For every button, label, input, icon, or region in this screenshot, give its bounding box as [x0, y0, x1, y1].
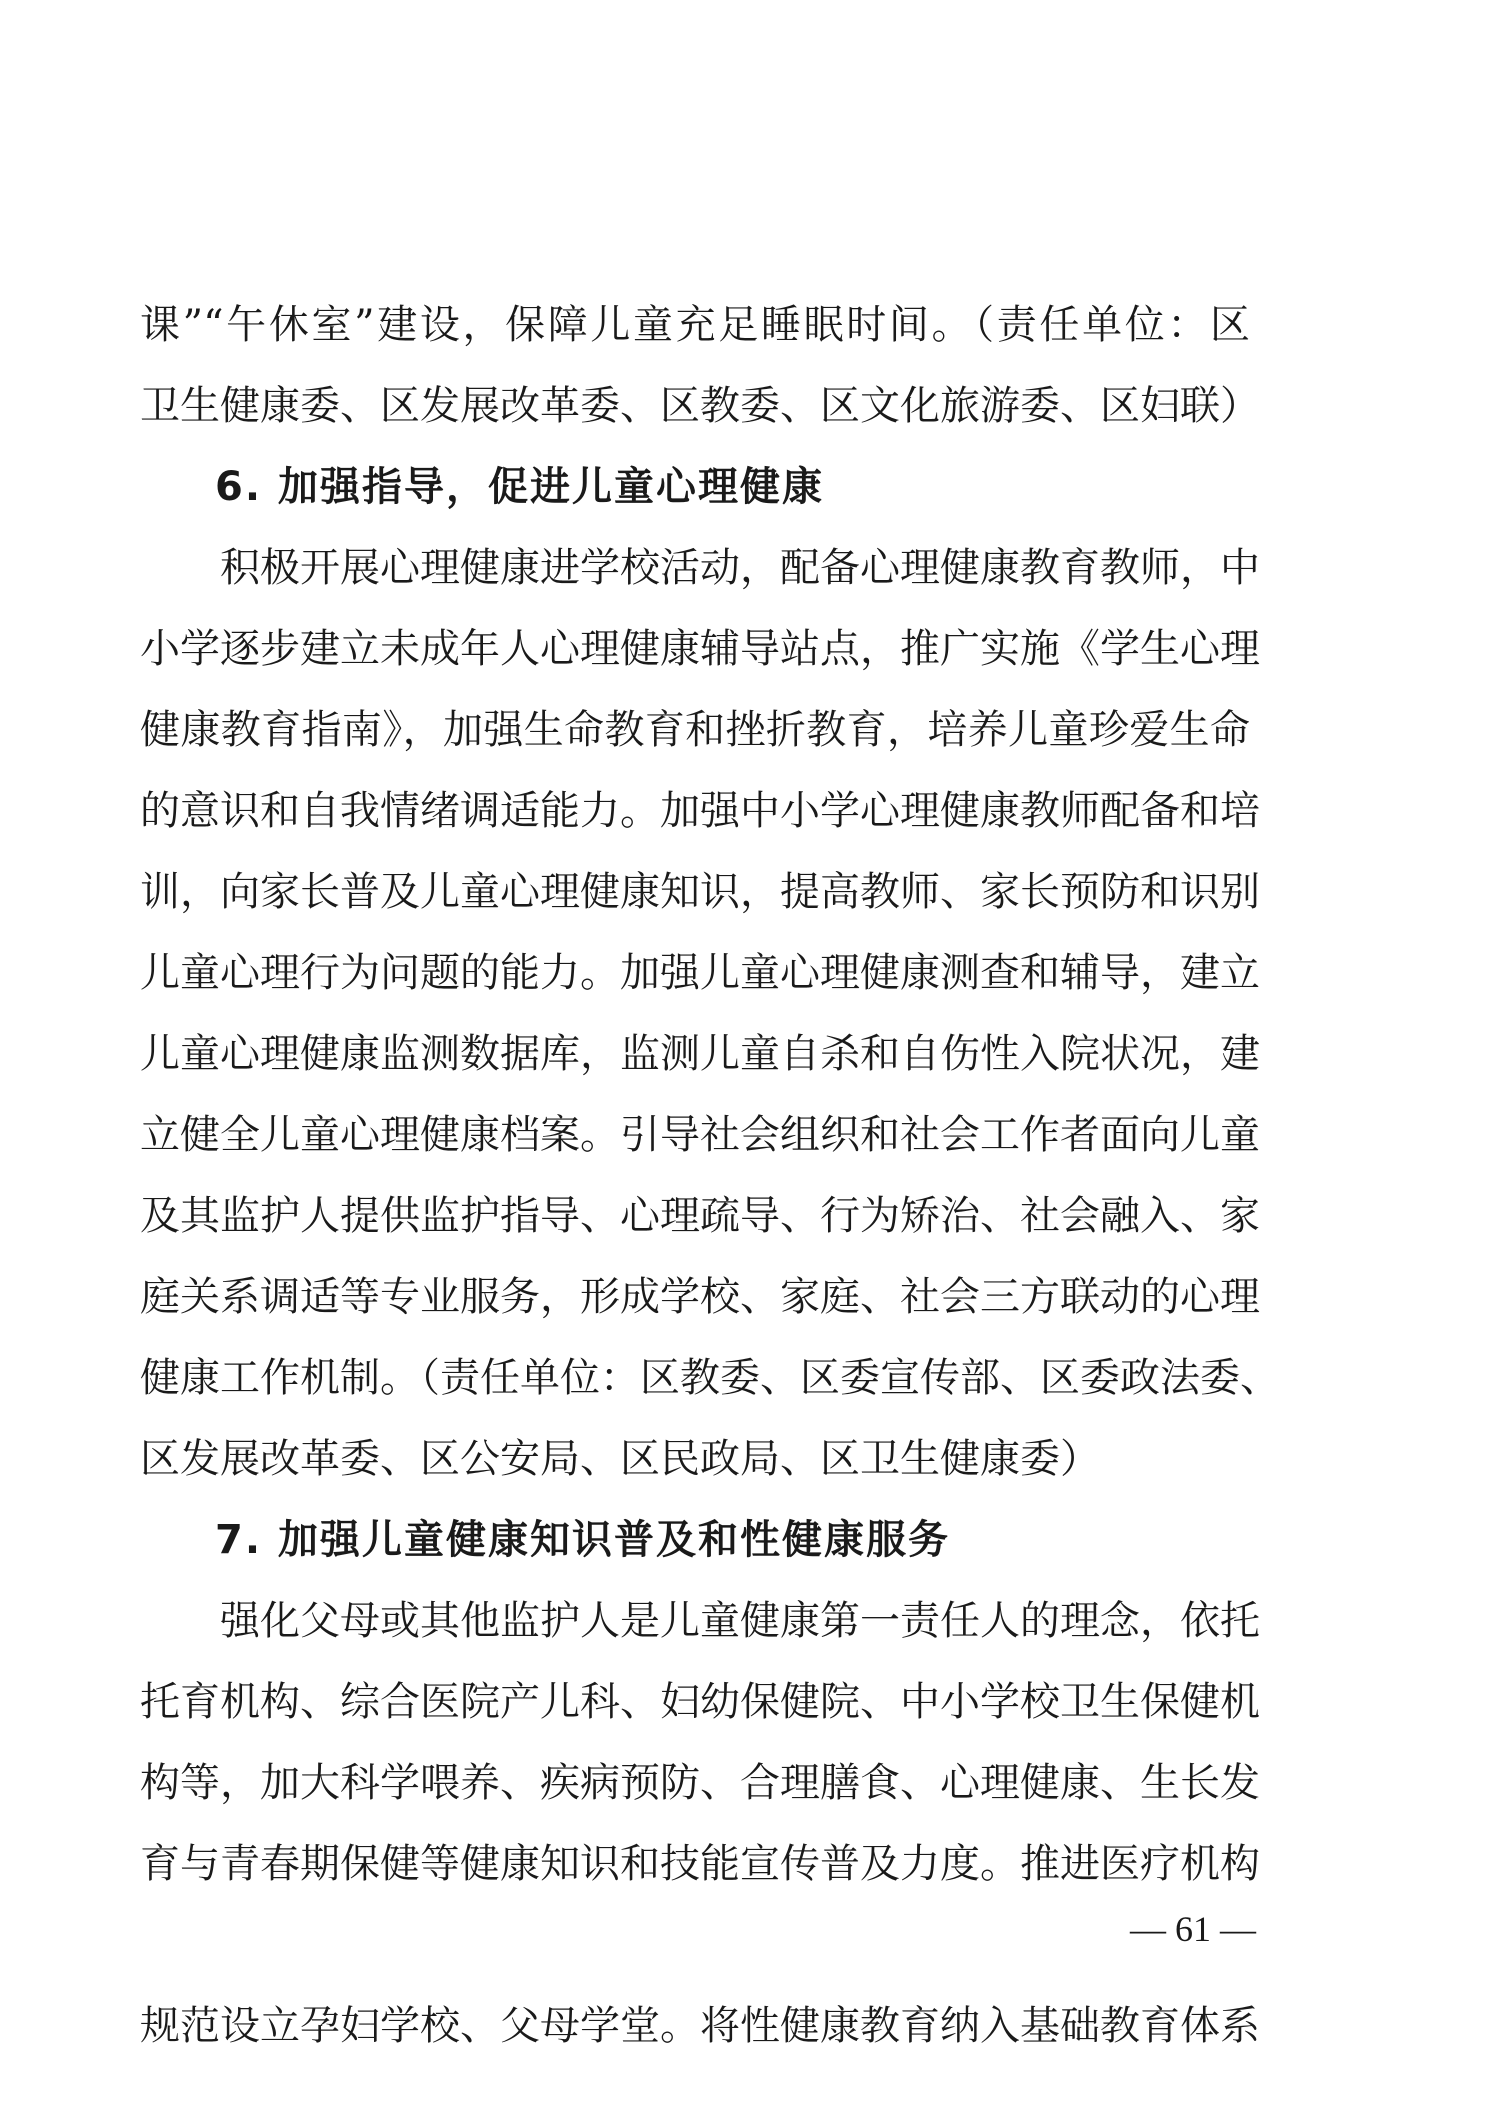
body-text-line: 健康工作机制。（责任单位：区教委、区委宣传部、区委政法委、 [140, 1355, 1280, 1401]
body-text-line: 庭关系调适等专业服务，形成学校、家庭、社会三方联动的心理 [140, 1274, 1260, 1320]
page-number: — 61 — [1130, 1909, 1256, 1949]
body-text-line: 的意识和自我情绪调适能力。加强中小学心理健康教师配备和培 [140, 788, 1260, 834]
body-text-line: 规范设立孕妇学校、父母学堂。将性健康教育纳入基础教育体系 [140, 2003, 1260, 2049]
body-text-line: 育与青春期保健等健康知识和技能宣传普及力度。推进医疗机构 [140, 1841, 1260, 1887]
body-text-line: 及其监护人提供监护指导、心理疏导、行为矫治、社会融入、家 [140, 1193, 1260, 1239]
body-text-line: 健康教育指南》，加强生命教育和挫折教育，培养儿童珍爱生命 [140, 707, 1250, 753]
body-text-line: 训，向家长普及儿童心理健康知识，提高教师、家长预防和识别 [140, 869, 1260, 915]
paragraph-first-line: 强化父母或其他监护人是儿童健康第一责任人的理念，依托 [220, 1598, 1260, 1644]
body-text-line: 区发展改革委、区公安局、区民政局、区卫生健康委） [140, 1436, 1100, 1482]
body-text-line: 小学逐步建立未成年人心理健康辅导站点，推广实施《学生心理 [140, 626, 1260, 672]
body-text-line: 卫生健康委、区发展改革委、区教委、区文化旅游委、区妇联） [140, 383, 1260, 429]
section-heading-7: 7. 加强儿童健康知识普及和性健康服务 [215, 1517, 950, 1563]
body-text-line: 立健全儿童心理健康档案。引导社会组织和社会工作者面向儿童 [140, 1112, 1260, 1158]
body-text-line: 托育机构、综合医院产儿科、妇幼保健院、中小学校卫生保健机 [140, 1679, 1260, 1725]
body-text-line: 儿童心理健康监测数据库，监测儿童自杀和自伤性入院状况，建 [140, 1031, 1260, 1077]
paragraph-first-line: 积极开展心理健康进学校活动，配备心理健康教育教师，中 [220, 545, 1260, 591]
section-heading-6: 6. 加强指导，促进儿童心理健康 [215, 464, 824, 510]
body-text-line: 儿童心理行为问题的能力。加强儿童心理健康测查和辅导，建立 [140, 950, 1260, 996]
body-text-line: 构等，加大科学喂养、疾病预防、合理膳食、心理健康、生长发 [140, 1760, 1260, 1806]
body-text-line: 课”“午休室”建设，保障儿童充足睡眠时间。（责任单位：区 [140, 302, 1250, 348]
